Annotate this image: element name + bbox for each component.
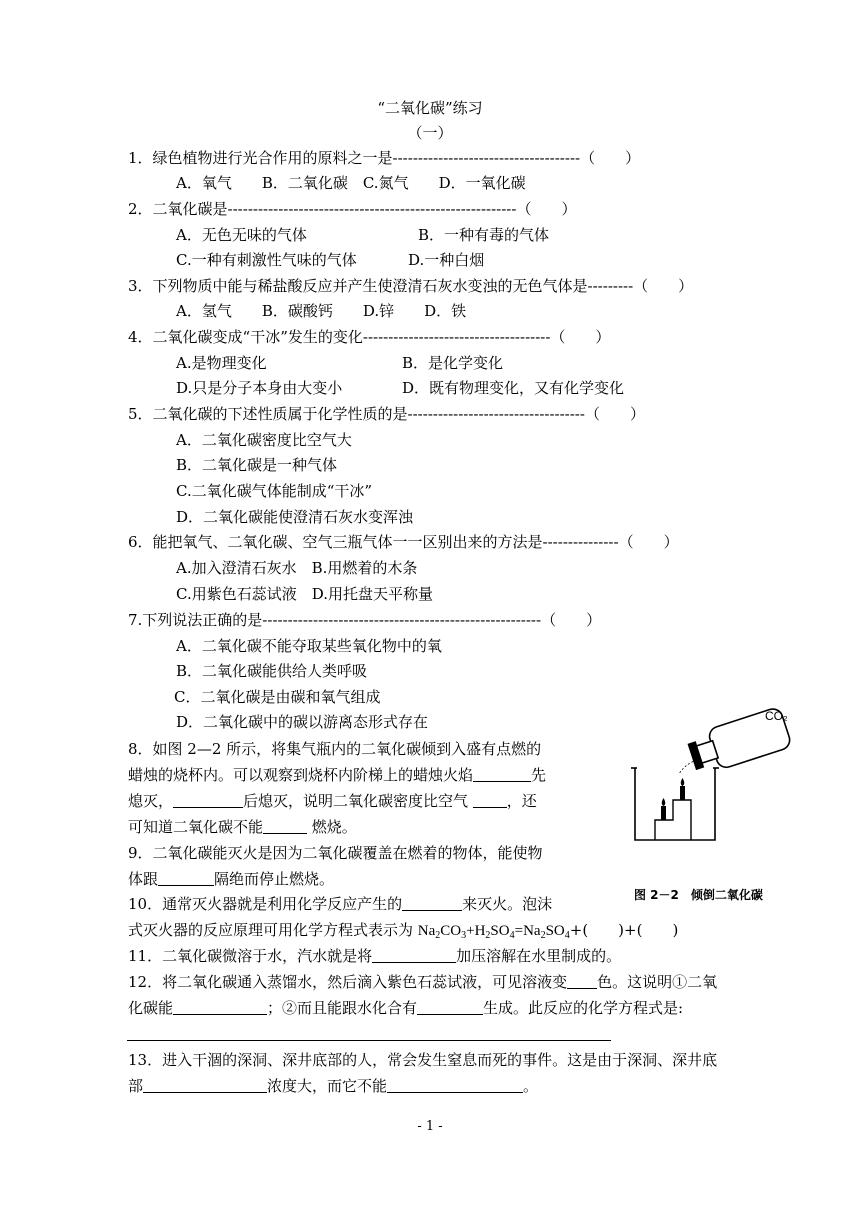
question-7-option-d: D．二氧化碳中的碳以游离态形式存在: [176, 713, 429, 731]
q10-text: 10．通常灭火器就是利用化学反应产生的: [128, 895, 403, 913]
question-8-line-2: [128, 765, 546, 785]
question-10-line-2: [128, 920, 678, 946]
question-8-line-1: 8．如图 2—2 所示，将集气瓶内的二氧化碳倾到入盛有点燃的: [128, 740, 542, 758]
figure-pouring-co2: [625, 700, 795, 910]
q8-text: 后熄灭，说明二氧化碳密度比空气: [243, 792, 473, 810]
question-2-stem: 2．二氧化碳是---------------------------------------------------------（ ）: [128, 200, 577, 218]
q11-text: 加压溶解在水里制成的。: [456, 947, 622, 965]
question-8-line-3: [128, 791, 537, 811]
question-11: [128, 946, 621, 966]
beaker: [635, 768, 715, 840]
answer-blank[interactable]: [417, 998, 483, 1015]
question-7-option-b: B．二氧化碳能供给人类呼吸: [176, 662, 368, 680]
flame-lower: [662, 798, 666, 806]
question-5-option-d: D．二氧化碳能使澄清石灰水变浑浊: [176, 508, 414, 526]
q10-text: 来灭火。泡沫: [462, 895, 553, 913]
answer-blank[interactable]: [173, 791, 243, 808]
answer-blank[interactable]: [473, 791, 507, 808]
question-13-line-1: 13．进入干涸的深洞、深井底部的人，常会发生窒息而死的事件。这是由于深洞、深井底: [128, 1051, 718, 1069]
q8-text: 蜡烛的烧杯内。可以观察到烧杯内阶梯上的蜡烛火焰: [128, 766, 474, 784]
answer-blank[interactable]: [173, 998, 267, 1015]
question-3-options: A．氢气 B．碳酸钙 D.锌 D．铁: [176, 302, 467, 320]
question-4-stem: 4．二氧化碳变成“干冰”发生的变化-------------------------------------（ ）: [128, 328, 611, 346]
question-5-option-b: B．二氧化碳是一种气体: [176, 456, 338, 474]
figure-caption: 图 2－2 倾倒二氧化碳: [634, 888, 763, 902]
question-5-stem: 5．二氧化碳的下述性质属于化学性质的是-----------------------------------（ ）: [128, 405, 645, 423]
question-1-stem: 1．绿色植物进行光合作用的原料之一是-------------------------------------（ ）: [128, 149, 641, 167]
answer-blank[interactable]: [567, 972, 597, 989]
chemical-equation: $Na_2CO_3+H_2SO_4=Na_2SO_4$: [417, 923, 570, 941]
answer-blank[interactable]: [263, 817, 307, 834]
q12-text: 化碳能: [128, 999, 174, 1017]
q12-text: 色。这说明①二氧: [597, 973, 718, 991]
page-number: - 1 -: [417, 1119, 443, 1134]
equation-answer-line[interactable]: [127, 1040, 611, 1041]
question-4-option-d: D．既有物理变化，又有化学变化: [402, 379, 625, 397]
question-4-option-b: B．是化学变化: [402, 354, 504, 372]
answer-blank[interactable]: [143, 1076, 267, 1093]
page-subtitle: （一）: [407, 124, 453, 142]
question-12-line-2: [128, 998, 683, 1018]
question-3-stem: 3．下列物质中能与稀盐酸反应并产生使澄清石灰水变浊的无色气体是---------（ ）: [128, 277, 694, 295]
q8-text: 先: [531, 766, 547, 784]
q8-text: ，还: [506, 792, 537, 810]
question-2-option-b: B．一种有毒的气体: [418, 226, 550, 244]
question-4-option-c: D.只是分子本身由大变小: [176, 379, 343, 397]
question-7-option-c: C．二氧化碳是由碳和氧气组成: [174, 688, 381, 706]
question-2-option-c: C.一种有刺激性气味的气体: [176, 251, 357, 269]
q13-text: 部: [128, 1077, 144, 1095]
lower-candle: [661, 806, 666, 820]
q12-text: 生成。此反应的化学方程式是:: [483, 999, 684, 1017]
answer-blank[interactable]: [158, 869, 214, 886]
question-6-options-line-2: C.用紫色石蕊试液 D.用托盘天平称量: [176, 585, 433, 603]
question-5-option-a: A．二氧化碳密度比空气大: [176, 431, 352, 449]
question-9-line-1: 9．二氧化碳能灭火是因为二氧化碳覆盖在燃着的物体，能使物: [128, 844, 543, 862]
answer-blank[interactable]: [402, 894, 462, 911]
page-title: “二氧化碳”练习: [377, 99, 483, 117]
answer-blank[interactable]: [387, 1076, 523, 1093]
question-5-option-c: C.二氧化碳气体能制成“干冰”: [176, 482, 373, 500]
step-stand: [655, 800, 691, 840]
answer-blank[interactable]: [473, 765, 531, 782]
q11-text: 11．二氧化碳微溶于水，汽水就是将: [128, 947, 373, 965]
q13-text: 浓度大，而它不能: [267, 1077, 388, 1095]
flame-upper: [681, 778, 685, 786]
q12-text: 12．将二氧化碳通入蒸馏水，然后滴入紫色石蕊试液，可见溶液变: [128, 973, 568, 991]
q12-text: ；②而且能跟水化合有: [267, 999, 418, 1017]
question-7-stem: 7.下列说法正确的是-------------------------------------------------------（ ）: [128, 611, 602, 629]
co2-label: CO₂: [765, 709, 788, 723]
question-1-options: A．氧气 B．二氧化碳 C.氮气 D．一氧化碳: [176, 174, 526, 192]
question-8-line-4: [128, 817, 357, 837]
q8-text: 熄灭，: [128, 792, 174, 810]
question-4-option-a: A.是物理变化: [176, 354, 267, 372]
co2-apparatus-illustration: [625, 700, 795, 910]
q10-text: +( )+( ): [569, 921, 679, 939]
question-7-option-a: A．二氧化碳不能夺取某些氧化物中的氧: [176, 637, 442, 655]
question-9-line-2: [128, 869, 334, 889]
question-2-option-a: A．无色无味的气体: [176, 226, 307, 244]
q13-text: 。: [523, 1077, 539, 1095]
question-6-options-line-1: A.加入澄清石灰水 B.用燃着的木条: [176, 559, 418, 577]
question-2-option-d: D.一种白烟: [408, 251, 485, 269]
q8-text: 可知道二氧化碳不能: [128, 818, 264, 836]
q9-text: 体跟: [128, 870, 159, 888]
q9-text: 隔绝而停止燃烧。: [214, 870, 335, 888]
question-6-stem: 6．能把氧气、二氧化碳、空气三瓶气体一一区别出来的方法是---------------（ ）: [128, 533, 679, 551]
question-10-line-1: [128, 894, 552, 914]
q8-text: 燃烧。: [307, 818, 357, 836]
q10-text: 式灭火器的反应原理可用化学方程式表示为: [128, 921, 418, 939]
upper-candle: [680, 786, 685, 800]
question-13-line-2: [128, 1076, 538, 1096]
question-12-line-1: [128, 972, 717, 992]
answer-blank[interactable]: [372, 946, 456, 963]
